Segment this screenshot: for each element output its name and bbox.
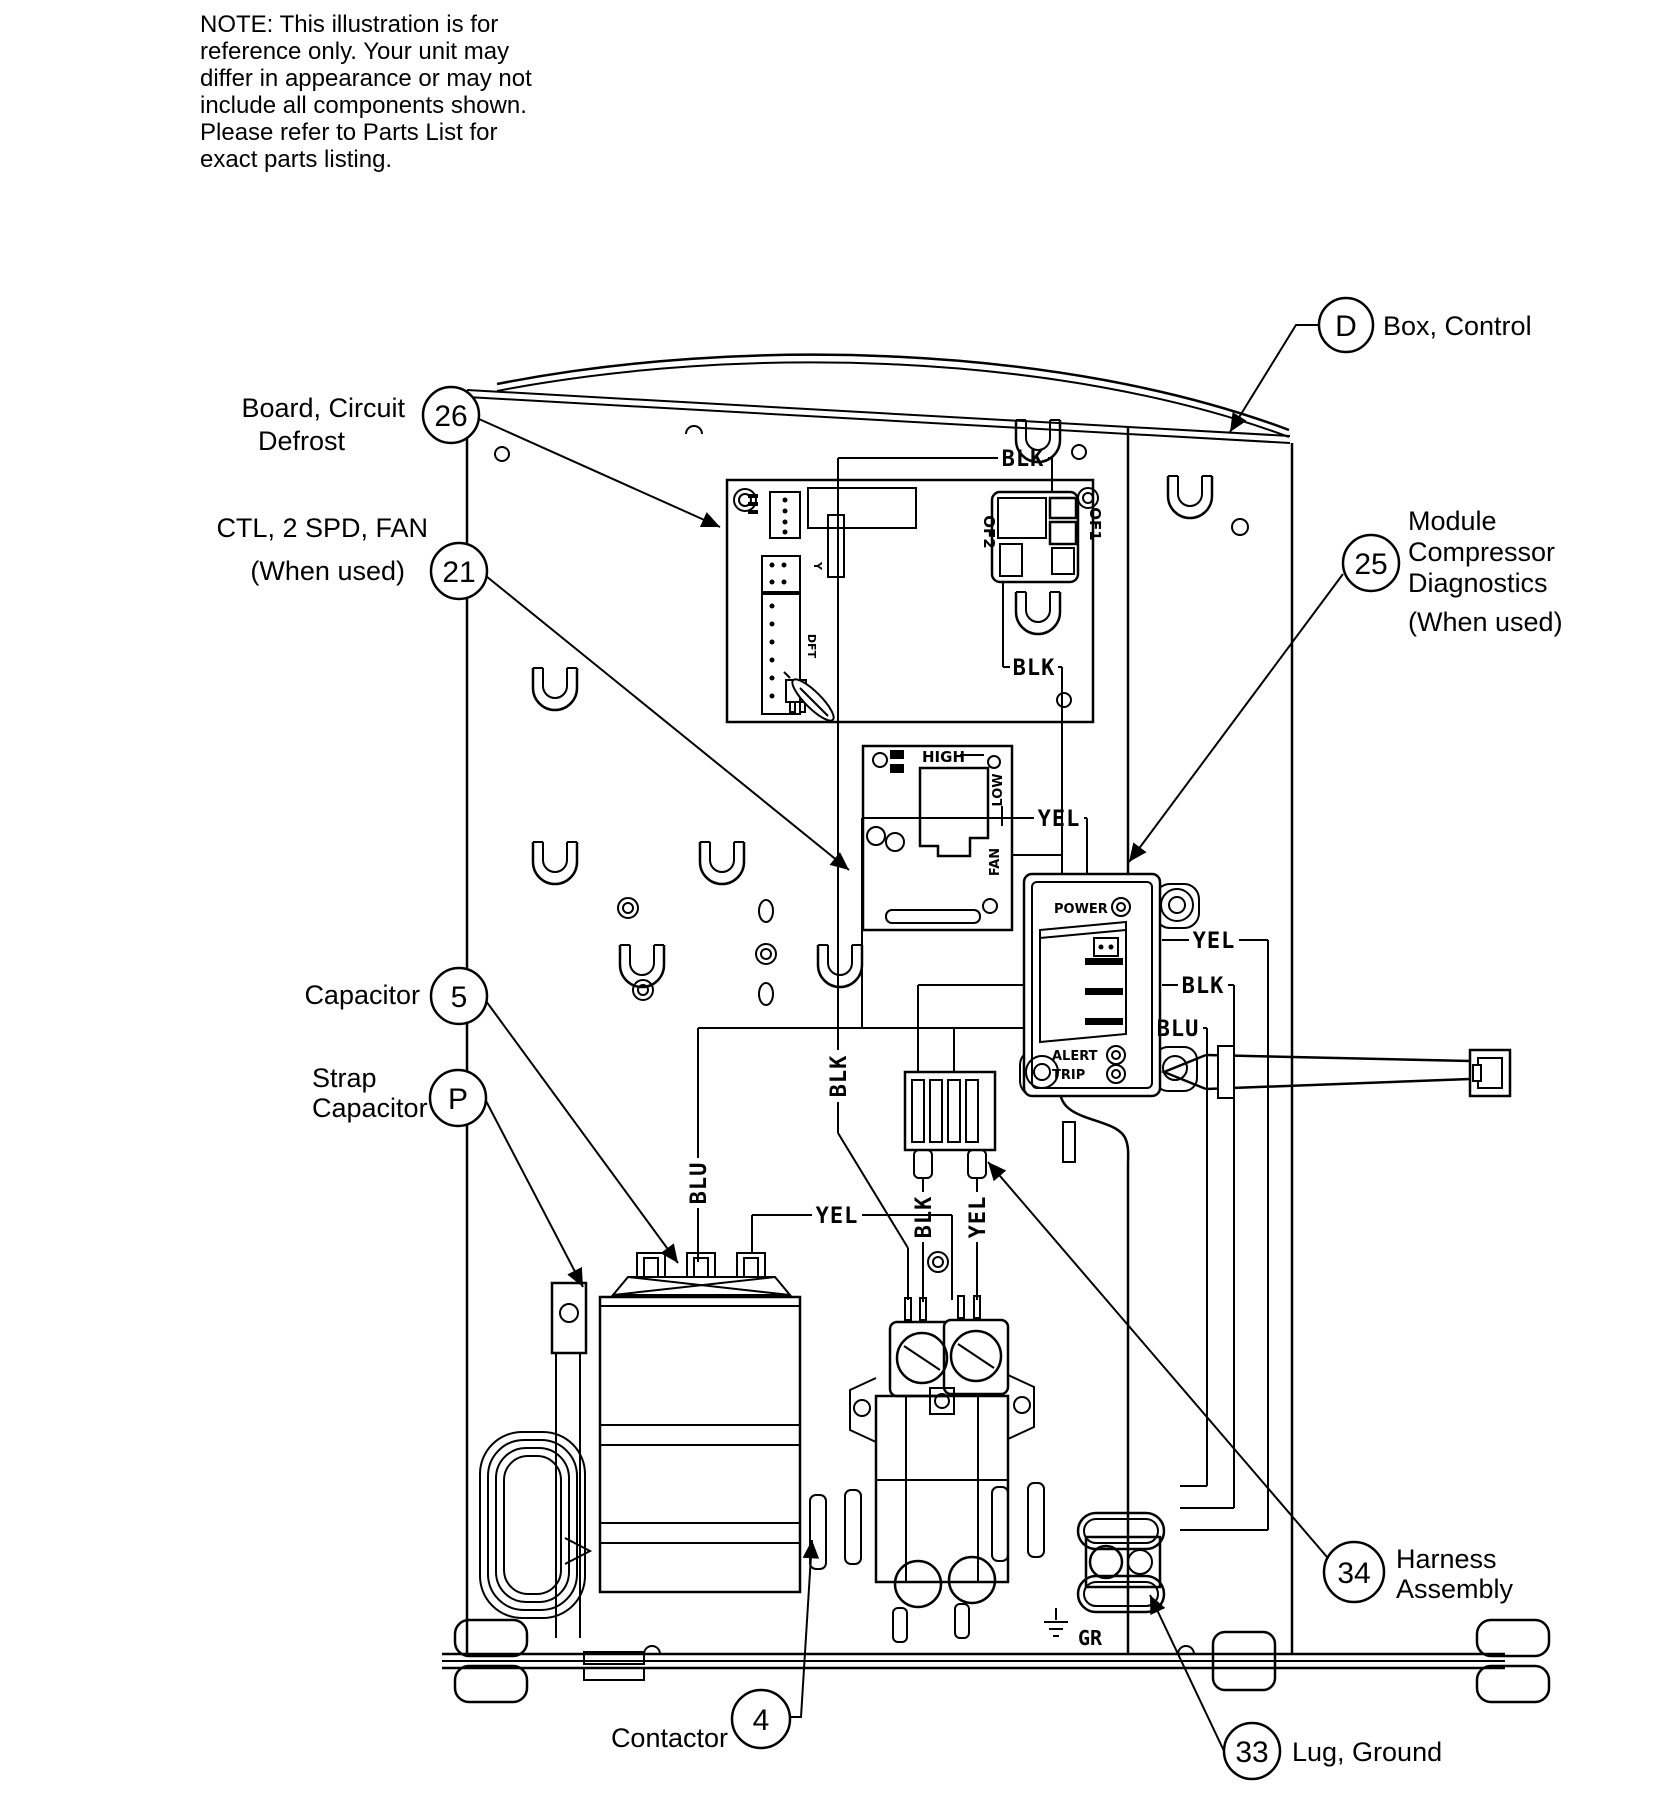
wire-label-blu: BLU bbox=[1156, 1017, 1200, 1042]
callout-module-compressor-diagnostics[interactable] bbox=[1129, 506, 1563, 862]
callout-label: CTL, 2 SPD, FAN bbox=[216, 513, 428, 543]
callout-ref-4: 4 bbox=[752, 1704, 770, 1737]
foot bbox=[1477, 1666, 1549, 1702]
board-terminal-strip bbox=[762, 594, 800, 714]
terminal-blade bbox=[810, 1495, 826, 1569]
wire-label-blk: BLK bbox=[1001, 447, 1045, 472]
capacitor-terminal bbox=[687, 1253, 715, 1277]
callout-label: Assembly bbox=[1396, 1574, 1514, 1604]
fan-high-label: HIGH bbox=[922, 748, 966, 766]
callout-ref-d: D bbox=[1335, 310, 1357, 343]
note-line: Please refer to Parts List for bbox=[200, 119, 498, 146]
coiled-tubing bbox=[480, 1432, 585, 1618]
callout-label: Module bbox=[1408, 506, 1497, 536]
wire-label-yel: YEL bbox=[966, 1195, 991, 1239]
lug-screw bbox=[1090, 1546, 1122, 1578]
foot bbox=[1477, 1620, 1549, 1656]
callout-ref-25: 25 bbox=[1354, 548, 1388, 581]
note-line: exact parts listing. bbox=[200, 146, 393, 173]
wire-label-yel: YEL bbox=[815, 1204, 859, 1229]
callout-label: Diagnostics bbox=[1408, 568, 1548, 598]
relay-of1-label: OF1 bbox=[1086, 507, 1104, 541]
module-power-label: POWER bbox=[1054, 902, 1108, 917]
reference-note bbox=[200, 11, 532, 173]
cable-clamp bbox=[1218, 1046, 1234, 1098]
wire-label-blk: BLK bbox=[827, 1054, 852, 1098]
callout-label: (When used) bbox=[1408, 607, 1563, 637]
terminal-blade bbox=[992, 1487, 1008, 1561]
wire-label-blu: BLU bbox=[687, 1161, 712, 1205]
note-line: include all components shown. bbox=[200, 92, 527, 119]
connector-prong bbox=[968, 1150, 986, 1178]
callout-ref-21: 21 bbox=[442, 556, 476, 589]
cover-tab bbox=[686, 426, 702, 434]
callout-label: Capacitor bbox=[304, 980, 420, 1010]
callout-contactor[interactable] bbox=[611, 1540, 812, 1753]
callout-harness-assembly[interactable] bbox=[988, 1162, 1514, 1604]
callout-ref-34: 34 bbox=[1337, 1557, 1371, 1590]
fan-fan-label: FAN bbox=[988, 847, 1003, 877]
fan-control-board bbox=[863, 746, 1012, 930]
panel-mounting-holes bbox=[495, 420, 1248, 1272]
callout-label: Lug, Ground bbox=[1292, 1737, 1443, 1767]
callout-label: Contactor bbox=[610, 1723, 728, 1753]
wire-label-yel: YEL bbox=[1037, 807, 1081, 832]
callout-label: Capacitor bbox=[312, 1093, 428, 1123]
foot bbox=[455, 1666, 527, 1702]
ground-label: GR bbox=[1078, 1626, 1103, 1650]
fan-board-cutout bbox=[920, 768, 988, 856]
module-alert-label: ALERT bbox=[1052, 1049, 1098, 1064]
foot bbox=[584, 1668, 644, 1680]
callout-label: Box, Control bbox=[1383, 311, 1532, 341]
note-line: NOTE: This illustration is for bbox=[200, 11, 499, 38]
callout-strap-capacitor[interactable] bbox=[312, 1063, 583, 1287]
callout-ref-p: P bbox=[447, 1083, 469, 1116]
defrost-y-label: Y bbox=[811, 562, 824, 570]
run-capacitor bbox=[600, 1253, 800, 1592]
terminal-blade bbox=[845, 1490, 861, 1564]
wire-label-blk: BLK bbox=[1012, 656, 1056, 681]
callout-label: Harness bbox=[1396, 1544, 1497, 1574]
capacitor-terminal bbox=[637, 1253, 665, 1277]
callout-label: Board, Circuit bbox=[241, 393, 405, 423]
wire-label-yel: YEL bbox=[1192, 929, 1236, 954]
harness-plug-connector bbox=[905, 1072, 995, 1178]
board-connector bbox=[762, 556, 800, 592]
callout-ref-33: 33 bbox=[1235, 1736, 1269, 1769]
board-relay-area bbox=[808, 488, 916, 528]
wire-label-blk: BLK bbox=[912, 1195, 937, 1239]
note-line: reference only. Your unit may bbox=[200, 38, 510, 65]
callout-ref-26: 26 bbox=[434, 400, 468, 433]
callout-ref-5: 5 bbox=[450, 981, 468, 1014]
defrost-circuit-board bbox=[727, 480, 1104, 725]
module-trip-label: TRIP bbox=[1052, 1068, 1086, 1083]
terminal-screw bbox=[949, 1557, 995, 1603]
note-line: differ in appearance or may not bbox=[200, 65, 532, 92]
harness-cable bbox=[1164, 1046, 1510, 1098]
callout-label: (When used) bbox=[250, 556, 405, 586]
capacitor-terminal bbox=[737, 1253, 765, 1277]
callout-box-control[interactable] bbox=[1230, 298, 1532, 432]
callout-label: Strap bbox=[312, 1063, 377, 1093]
callout-lug-ground[interactable] bbox=[1150, 1595, 1442, 1779]
wire-label-blk: BLK bbox=[1181, 974, 1225, 999]
defrost-dft-label: DFT bbox=[805, 633, 818, 659]
callout-label: Compressor bbox=[1408, 537, 1556, 567]
relay-of2-label: OF2 bbox=[980, 515, 998, 549]
connector-prong bbox=[914, 1150, 932, 1178]
contactor bbox=[810, 1296, 1044, 1642]
ground-symbol bbox=[1044, 1608, 1103, 1650]
callout-label: Defrost bbox=[257, 426, 345, 456]
terminal-blade bbox=[1028, 1483, 1044, 1557]
terminal-screw bbox=[895, 1561, 941, 1607]
fan-low-label: LOW bbox=[991, 773, 1006, 807]
